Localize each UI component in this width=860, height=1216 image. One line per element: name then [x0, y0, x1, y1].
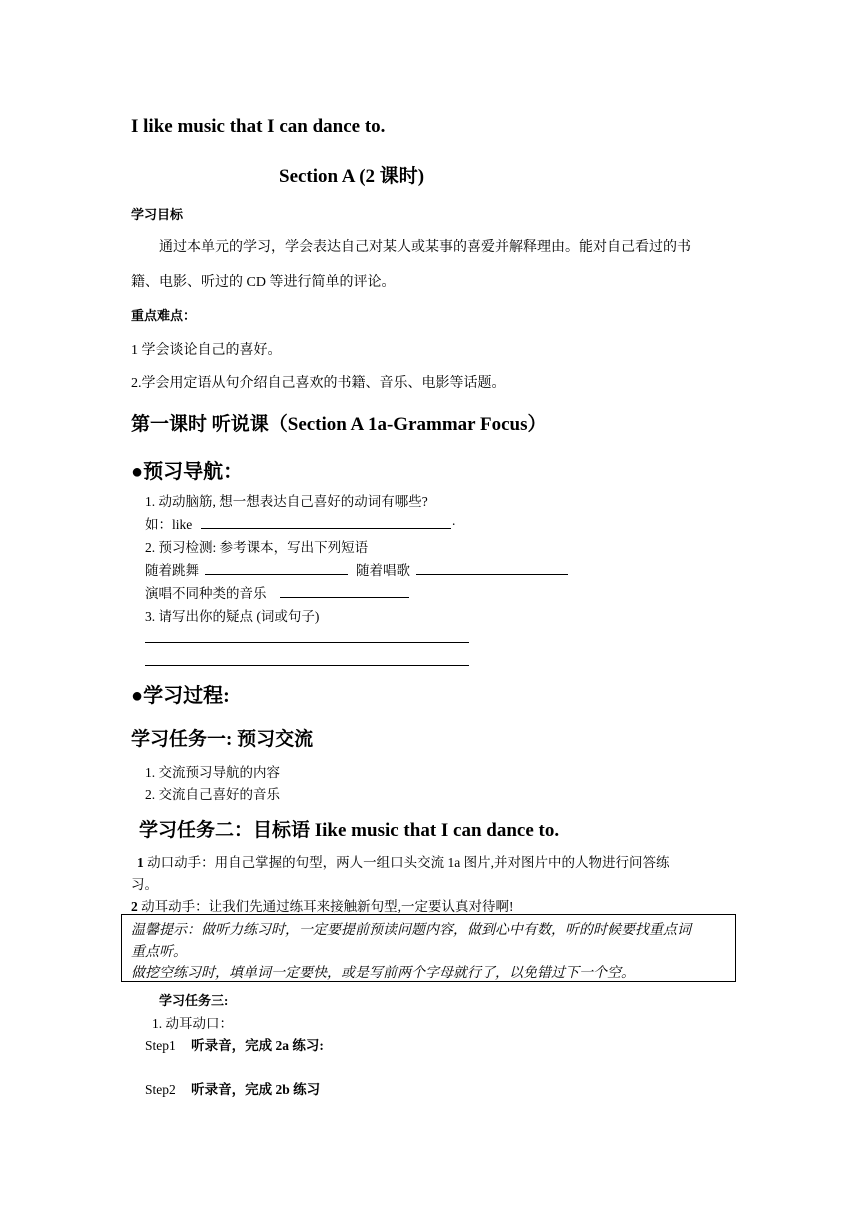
- answer-blank[interactable]: [145, 642, 469, 643]
- answer-blank[interactable]: [416, 574, 568, 575]
- task-1-heading: 学习任务一: 预习交流: [131, 729, 314, 750]
- paragraph-number: 2: [131, 899, 138, 914]
- objectives-line-2: 籍、电影、听过的 CD 等进行简单的评论。: [131, 275, 396, 290]
- section-heading: Section A (2 课时): [279, 166, 425, 187]
- task-2-paragraph-2: [131, 895, 514, 915]
- key-point-1: 1 学会谈论自己的喜好。: [131, 343, 282, 358]
- answer-blank[interactable]: [201, 528, 451, 529]
- answer-blank[interactable]: [280, 597, 409, 598]
- step-1: [145, 1034, 324, 1054]
- preview-question-2: 2. 预习检测: 参考课本，写出下列短语: [145, 540, 369, 555]
- objectives-label: 学习目标: [131, 207, 184, 222]
- key-points-label: 重点难点：: [131, 308, 197, 323]
- task-2-paragraph-1-line-1: [137, 851, 670, 871]
- paragraph-text: 动口动手：用自己掌握的句型，两人一组口头交流 1a 图片,并对图片中的人物进行问答练: [143, 855, 670, 870]
- task-3-heading: 学习任务三:: [159, 993, 229, 1008]
- key-point-2: 2.学会用定语从句介绍自己喜欢的书籍、音乐、电影等话题。: [131, 376, 506, 391]
- preview-example-end: .: [452, 513, 456, 528]
- step-1-label: Step1: [145, 1038, 176, 1053]
- task-2-paragraph-1-line-2: 习。: [131, 877, 158, 892]
- tip-box: [121, 914, 736, 982]
- task-3-item-1: 1. 动耳动口：: [152, 1016, 233, 1031]
- lesson-1-heading: 第一课时 听说课（Section A 1a-Grammar Focus）: [131, 414, 547, 435]
- phrase-music: 演唱不同种类的音乐: [145, 586, 267, 601]
- step-1-text: 听录音，完成 2a 练习:: [191, 1038, 324, 1053]
- tip-line-1: 温馨提示：做听力练习时，一定要提前预读问题内容，做到心中有数，听的时候要找重点词: [131, 923, 691, 938]
- step-2-label: Step2: [145, 1082, 176, 1097]
- task-1-item-1: 1. 交流预习导航的内容: [145, 765, 280, 780]
- task-2-heading: 学习任务二：目标语 Iike music that I can dance to.: [139, 820, 560, 841]
- answer-blank[interactable]: [145, 665, 469, 666]
- phrase-sing: 随着唱歌: [356, 563, 410, 578]
- phrase-dance: 随着跳舞: [145, 563, 199, 578]
- process-heading: ●学习过程:: [131, 685, 230, 707]
- step-2: [145, 1078, 320, 1098]
- preview-question-3: 3. 请写出你的疑点 (词或句子): [145, 609, 320, 624]
- tip-line-3: 做挖空练习时，填单词一定要快，或是写前两个字母就行了，以免错过下一个空。: [131, 966, 635, 981]
- preview-question-1: 1. 动动脑筋, 想一想表达自己喜好的动词有哪些?: [145, 494, 428, 509]
- task-1-item-2: 2. 交流自己喜好的音乐: [145, 787, 280, 802]
- step-2-text: 听录音，完成 2b 练习: [191, 1082, 321, 1097]
- paragraph-text: 动耳动手：让我们先通过练耳来接触新句型,一定要认真对待啊!: [137, 899, 514, 914]
- objectives-line-1: 通过本单元的学习，学会表达自己对某人或某事的喜爱并解释理由。能对自己看过的书: [159, 240, 691, 255]
- preview-example: 如：like: [145, 517, 193, 532]
- answer-blank[interactable]: [205, 574, 348, 575]
- paragraph-number: 1: [137, 855, 144, 870]
- tip-line-2: 重点听。: [131, 945, 187, 960]
- document-title: I like music that I can dance to.: [131, 116, 386, 137]
- preview-heading: ●预习导航：: [131, 461, 244, 483]
